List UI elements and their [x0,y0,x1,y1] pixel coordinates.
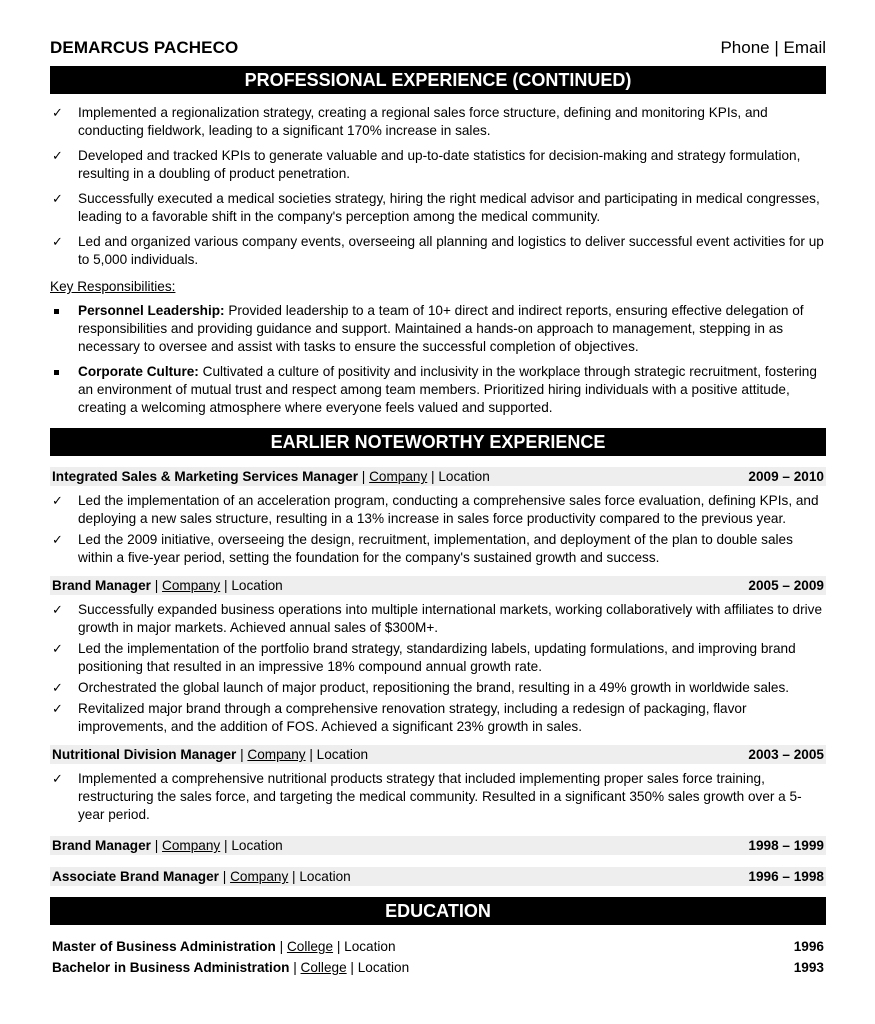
job-bullets [50,601,826,736]
job-header: Nutritional Division Manager | Company | Location 2003 – 2005 [52,747,824,762]
list-item: ✓ Led and organized various company events, overseeing all planning and logistics to deliver successful event activities for up to 5,000 individuals. [50,233,826,269]
resume-page [50,38,826,978]
job-location: Location [438,469,490,484]
company-name: Company [230,869,289,884]
job-title: Brand Manager [52,838,151,853]
contact-info: Phone | Email [720,38,826,57]
job-dates: 2009 – 2010 [748,469,824,484]
achievement-list [50,104,826,269]
job-dates: 2005 – 2009 [748,578,824,593]
job-header: Brand Manager | Company | Location 1998 – 1999 [52,838,824,853]
resume-header [50,38,826,64]
job-dates: 2003 – 2005 [748,747,824,762]
job-dates: 1998 – 1999 [748,838,824,853]
responsibility-label: Personnel Leadership: [78,303,225,318]
list-item: ✓ Revitalized major brand through a comprehensive renovation strategy, including a redesign of packaging, flavor improvements, and the addition of FOS. Achieved a significant 23% growth in sales. [50,700,826,736]
job-bullets [50,492,826,567]
list-item [50,302,826,356]
list-item: ✓ Developed and tracked KPIs to generate valuable and up-to-date statistics for decision-making and strategy formulation, resulting in a doubling of product penetration. [50,147,826,183]
job-title: Nutritional Division Manager [52,747,237,762]
responsibility-label: Corporate Culture: [78,364,199,379]
job-location: Location [299,869,351,884]
responsibility-list [50,302,826,417]
job-title: Associate Brand Manager [52,869,219,884]
school-location: Location [357,960,410,975]
responsibility-text: Cultivated a culture of positivity and inclusivity in the workplace through strategic recruitment, fostering an environment of mutual trust and respect among team members. Prioritized hiring individuals with a positive attitude, creating a welcoming atmosphere where everyone feels valued and supported. [78,364,817,415]
job-location: Location [231,578,283,593]
education-row: Bachelor in Business Administration | College | Location 1993 [50,957,826,978]
school-location: Location [344,939,396,954]
graduation-year: 1993 [793,960,824,975]
school-name: College [286,939,334,954]
list-item: ✓ Led the implementation of an acceleration program, conducting a comprehensive sales force evaluation, defining KPIs, and deploying a new sales structure, resulting in a 13% increase in sales force productivity compared to the previous year. [50,492,826,528]
list-item: ✓ Led the 2009 initiative, overseeing the design, recruitment, implementation, and deployment of the plan to double sales within a five-year period, setting the foundation for the company's sustained growth and success. [50,531,826,567]
company-name: Company [162,838,221,853]
list-item: ✓ Led the implementation of the portfolio brand strategy, standardizing labels, updating formulations, and improving brand positioning that resulted in an impressive 18% compound annual growth rate. [50,640,826,676]
section-header-earlier: EARLIER NOTEWORTHY EXPERIENCE [50,428,826,456]
company-name: Company [247,747,306,762]
section-header-education: EDUCATION [50,897,826,925]
degree-name: Bachelor in Business Administration [52,960,290,975]
education-row: Master of Business Administration | College | Location 1996 [50,936,826,957]
job-bullets [50,770,826,824]
job-dates: 1996 – 1998 [748,869,824,884]
job-header: Associate Brand Manager | Company | Location 1996 – 1998 [52,869,824,884]
section-header-experience: PROFESSIONAL EXPERIENCE (CONTINUED) [50,66,826,94]
degree-name: Master of Business Administration [52,939,276,954]
job-header: Integrated Sales & Marketing Services Manager | Company | Location 2009 – 2010 [52,469,824,484]
list-item: ✓ Implemented a regionalization strategy, creating a regional sales force structure, defining and monitoring KPIs, and conducting fieldwork, leading to a significant 170% increase in sales. [50,104,826,140]
job-title: Integrated Sales & Marketing Services Manager [52,469,358,484]
key-responsibilities-label: Key Responsibilities: [50,279,176,294]
job-location: Location [231,838,283,853]
list-item [50,363,826,417]
company-name: Company [369,469,428,484]
school-name: College [300,960,347,975]
list-item: ✓ Orchestrated the global launch of major product, repositioning the brand, resulting in a 49% growth in worldwide sales. [50,679,826,697]
job-location: Location [316,747,369,762]
responsibility-text: Provided leadership to a team of 10+ direct and indirect reports, ensuring effective delegation of responsibilities and providing guidance and support. Maintained a hands-on approach to management, stepping in as necessary to oversee and assist with tasks to ensure the successful completion of objectives. [78,303,804,354]
company-name: Company [162,578,221,593]
candidate-name: DEMARCUS PACHECO [50,38,239,57]
graduation-year: 1996 [793,939,824,954]
list-item: ✓ Successfully executed a medical societies strategy, hiring the right medical advisor and participating in medical congresses, leading to a favorable shift in the company's perception among the medical community. [50,190,826,226]
list-item: ✓ Implemented a comprehensive nutritional products strategy that included implementing proper sales force training, restructuring the sales force, and targeting the medical community. Resulted in a significant 350% sales growth over a 5-year period. [50,770,826,824]
job-title: Brand Manager [52,578,151,593]
list-item: ✓ Successfully expanded business operations into multiple international markets, working collaboratively with affiliates to drive growth in major markets. Achieved annual sales of $300M+. [50,601,826,637]
job-header: Brand Manager | Company | Location 2005 – 2009 [52,578,824,593]
